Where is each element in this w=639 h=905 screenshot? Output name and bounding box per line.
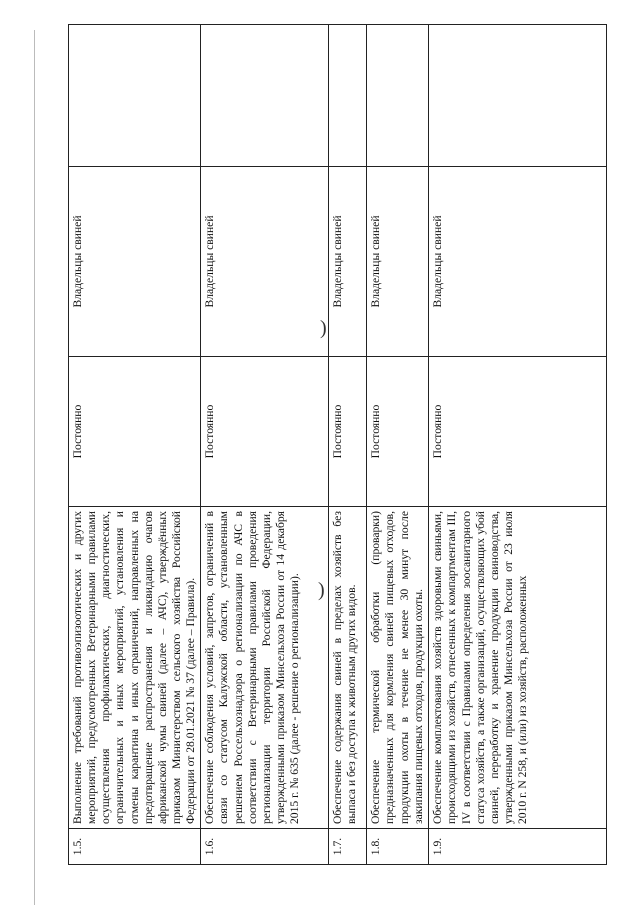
row-responsible: Владельцы свиней: [69, 167, 201, 357]
row-description: Выполнение требований противоэпизоотических и других мероприятий, предусмотренных Ветеринарными правилами осуществления профилактических, диагностических, ограничительных и иных мероприятий, установления и отмены карантина и иных ограничений, направленных на предотвращение распространения и ликвидацию очагов африканской чумы свиней (далее – АЧС), утверждённых приказом Министерством сельского хозяйства Российской Федерации от 28.01.2021 № 37 (далее – Правила).: [69, 507, 201, 829]
row-description: Обеспечение термической обработки (проварки) предназначенных для кормления свиней пищевых отходов, продукции охоты в течение не менее 30 минут после закипания пищевых отходов, продукции охоты.: [367, 507, 429, 829]
row-number: 1.5.: [69, 829, 201, 865]
row-description: Обеспечение комплектования хозяйств здоровыми свиньями, происходящими из хозяйств, отнесенных к компартментам III, IV в соответствии с Правилами определения зоосанитарного статуса хозяйств, а также организаций, осуществляющих убой свиней, переработку и хранение продукции свиноводства, утвержденными приказом Минсельхоза России от 23 июля 2010 г. N 258, и (или) из хозяйств, расположенных: [429, 507, 607, 829]
table-row: [69, 25, 201, 865]
row-responsible: Владельцы свиней: [329, 167, 367, 357]
row-responsible: Владельцы свиней: [429, 167, 607, 357]
scan-edge-line: [34, 30, 35, 905]
row-deadline: Постоянно: [69, 357, 201, 507]
row-deadline: Постоянно: [429, 357, 607, 507]
row-responsible: Владельцы свиней: [367, 167, 429, 357]
row-empty-cell: [201, 25, 329, 167]
row-deadline: Постоянно: [329, 357, 367, 507]
row-empty-cell: [367, 25, 429, 167]
row-description: Обеспечение содержания свиней в пределах хозяйств без выпаса и без доступа к животным других видов.: [329, 507, 367, 829]
row-description: Обеспечение соблюдения условий, запретов, ограничений в связи со статусом Калужской области, установленным решением Россельхознадзора о регионализации по АЧС в соответствии с Ветеринарными правилами проведения регионализации территории Российской Федерации, утвержденными приказом Минсельхоза России от 14 декабря 2015 г. № 635 (далее - решение о регионализации).: [201, 507, 329, 829]
table-row: [429, 25, 607, 865]
row-number: 1.8.: [367, 829, 429, 865]
table-row: [367, 25, 429, 865]
row-responsible: Владельцы свиней: [201, 167, 329, 357]
row-empty-cell: [69, 25, 201, 167]
measures-table: [68, 24, 607, 865]
table-row: [201, 25, 329, 865]
scan-artifact-mark: ): [318, 579, 325, 601]
table-row: [329, 25, 367, 865]
row-number: 1.9.: [429, 829, 607, 865]
row-deadline: Постоянно: [367, 357, 429, 507]
scan-artifact-mark: ): [320, 317, 327, 339]
row-number: 1.7.: [329, 829, 367, 865]
row-empty-cell: [429, 25, 607, 167]
row-empty-cell: [329, 25, 367, 167]
rotated-table-container: [68, 25, 588, 865]
row-number: 1.6.: [201, 829, 329, 865]
row-deadline: Постоянно: [201, 357, 329, 507]
